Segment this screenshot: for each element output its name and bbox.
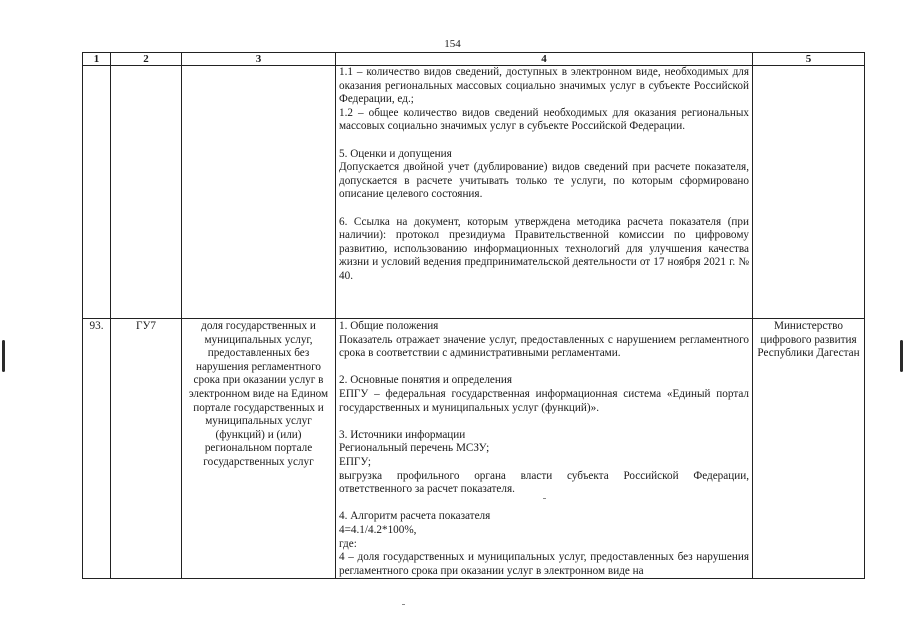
cell-name-empty	[182, 66, 336, 319]
scan-edge-mark-right	[900, 340, 903, 372]
cell-row-number: 93.	[83, 319, 111, 579]
paragraph-gap	[339, 134, 749, 148]
table-row-continuation	[83, 66, 865, 319]
header-row	[83, 53, 865, 66]
header-col-2: 2	[111, 53, 182, 66]
desc-line: где:	[339, 537, 357, 550]
desc-paragraph: 4 – доля государственных и муниципальных услуг, предоставленных без нарушения регламентного срока при оказании услуг в электронном виде на	[339, 551, 749, 577]
scan-edge-mark-left	[2, 340, 5, 372]
section-heading: 5. Оценки и допущения	[339, 147, 452, 160]
desc-paragraph: 1.1 – количество видов сведений, доступных в электронном виде, необходимых для оказания региональных массовых социально значимых услуг в субъекте Российской Федерации, ед.;	[339, 66, 749, 106]
desc-paragraph: 6. Ссылка на документ, которым утверждена методика расчета показателя (при наличии): протокол президиума Правительственной комиссии по цифровому развитию, использованию информационных технологий для улучшения качества жизни и условий ведения предпринимательской деятельности от 17 ноября 2021 г. № 40.	[339, 215, 749, 282]
header-col-4: 4	[336, 53, 753, 66]
scan-speck	[402, 604, 405, 605]
scan-speck	[543, 498, 546, 499]
table-row-93	[83, 319, 865, 579]
cell-description-continuation	[336, 66, 753, 319]
paragraph-gap	[339, 202, 749, 216]
desc-line: Региональный перечень МСЗУ;	[339, 442, 490, 455]
section-heading: 1. Общие положения	[339, 320, 439, 332]
cell-responsible-empty	[753, 66, 865, 319]
cell-code-empty	[111, 66, 182, 319]
header-col-5: 5	[753, 53, 865, 66]
desc-paragraph: ЕПГУ – федеральная государственная информационная система «Единый портал государственных и муниципальных услуг (функций)».	[339, 387, 749, 414]
section-heading: 4. Алгоритм расчета показателя	[339, 510, 491, 523]
paragraph-gap	[339, 415, 749, 429]
cell-indicator-code: ГУ7	[111, 319, 182, 579]
section-heading: 3. Источники информации	[339, 428, 466, 441]
cell-num-empty	[83, 66, 111, 319]
cell-indicator-name: доля государственных и муниципальных услуг, предоставленных без нарушения регламентного срока при оказании услуг в электронном виде на Едином портале государственных и муниципальных услуг (функций) и (или) региональном портале государственных услуг	[182, 319, 336, 579]
desc-line: ЕПГУ;	[339, 455, 371, 468]
section-heading: 2. Основные понятия и определения	[339, 374, 512, 387]
page-number: 154	[444, 38, 461, 50]
formula: 4=4.1/4.2*100%,	[339, 523, 417, 536]
desc-paragraph: Допускается двойной учет (дублирование) видов сведений при расчете показателя, допускается в расчете учитывать только те услуги, по которым сформировано описание целевого состояния.	[339, 161, 749, 201]
cell-description	[336, 319, 753, 579]
cell-responsible: Министерство цифрового развития Республики Дагестан	[753, 319, 865, 579]
header-col-1: 1	[83, 53, 111, 66]
desc-paragraph: 1.2 – общее количество видов сведений необходимых для оказания региональных массовых социально значимых услуг в субъекте Российской Федерации.	[339, 106, 749, 133]
desc-paragraph: Показатель отражает значение услуг, предоставленных с нарушением регламентного срока в соответствии с административными регламентами.	[339, 333, 749, 360]
paragraph-gap	[339, 361, 749, 375]
desc-paragraph: выгрузка профильного органа власти субъекта Российской Федерации, ответственного за расчет показателя.	[339, 469, 749, 496]
header-col-3: 3	[182, 53, 336, 66]
indicator-table	[82, 52, 865, 579]
